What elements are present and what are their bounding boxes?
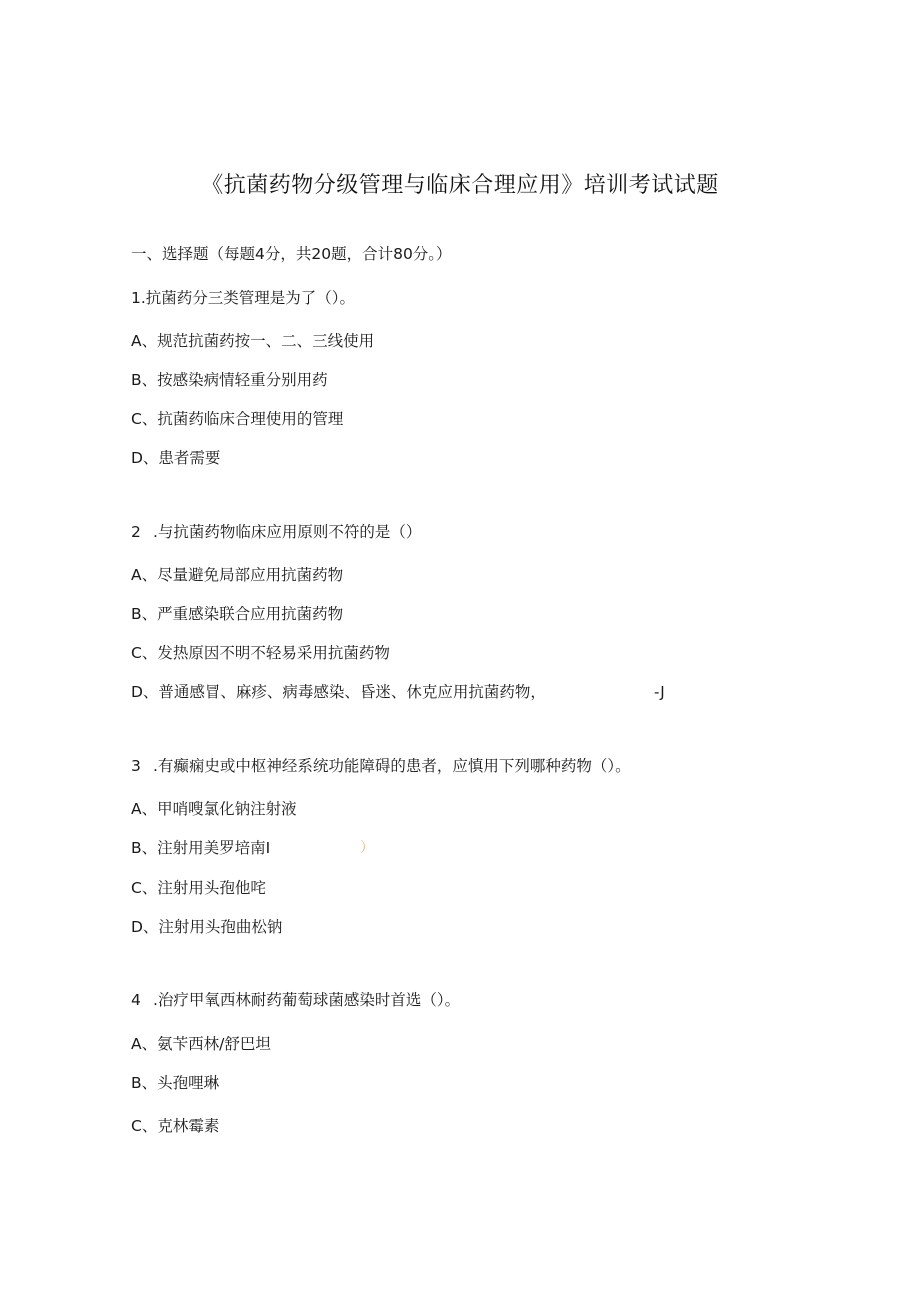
question-3-option-d: D、注射用头孢曲松钠 bbox=[131, 918, 283, 936]
question-4-option-b: B、头孢哩琳 bbox=[131, 1074, 220, 1092]
question-number: 1. bbox=[131, 289, 146, 307]
question-2-option-a: A、尽量避免局部应用抗菌药物 bbox=[131, 566, 344, 584]
question-3-option-c: C、注射用头孢他咤 bbox=[131, 879, 266, 897]
question-1-option-d: D、患者需要 bbox=[131, 449, 221, 467]
question-1-option-c: C、抗菌药临床合理使用的管理 bbox=[131, 410, 344, 428]
question-number: 3 bbox=[131, 757, 141, 775]
question-1-stem bbox=[131, 288, 355, 308]
question-4-stem bbox=[131, 990, 460, 1010]
question-3-faint-mark: ） bbox=[360, 840, 374, 856]
question-4-option-a: A、氨苄西林/舒巴坦 bbox=[131, 1035, 271, 1053]
question-number: 2 bbox=[131, 523, 141, 541]
question-2-option-b: B、严重感染联合应用抗菌药物 bbox=[131, 605, 344, 623]
document-title: 《抗菌药物分级管理与临床合理应用》培训考试试题 bbox=[201, 173, 719, 198]
question-text: .与抗菌药物临床应用原则不符的是（） bbox=[153, 523, 422, 541]
question-text: .治疗甲氧西林耐药葡萄球菌感染时首选（）。 bbox=[153, 991, 461, 1009]
question-2-option-c: C、发热原因不明不轻易采用抗菌药物 bbox=[131, 644, 390, 662]
question-3-stem bbox=[131, 756, 631, 776]
section-header: 一、选择题（每题4分，共20题，合计80分。） bbox=[131, 245, 452, 263]
question-1-option-b: B、按感染病情轻重分别用药 bbox=[131, 371, 328, 389]
question-1-option-a: A、规范抗菌药按一、二、三线使用 bbox=[131, 332, 375, 350]
question-text: 抗菌药分三类管理是为了（）。 bbox=[145, 289, 356, 307]
question-3-option-a: A、甲哨嗖氯化钠注射液 bbox=[131, 800, 297, 818]
question-4-option-c: C、克林霉素 bbox=[131, 1117, 220, 1135]
question-2-stem bbox=[131, 522, 421, 542]
question-number: 4 bbox=[131, 991, 141, 1009]
question-2-trailing-mark: -J bbox=[654, 683, 665, 701]
question-3-option-b: B、注射用美罗培南I bbox=[131, 839, 271, 857]
question-text: .有癫痫史或中枢神经系统功能障碍的患者，应慎用下列哪种药物（）。 bbox=[153, 757, 631, 775]
question-2-option-d: D、普通感冒、麻疹、病毒感染、昏迷、休克应用抗菌药物， bbox=[131, 683, 546, 701]
